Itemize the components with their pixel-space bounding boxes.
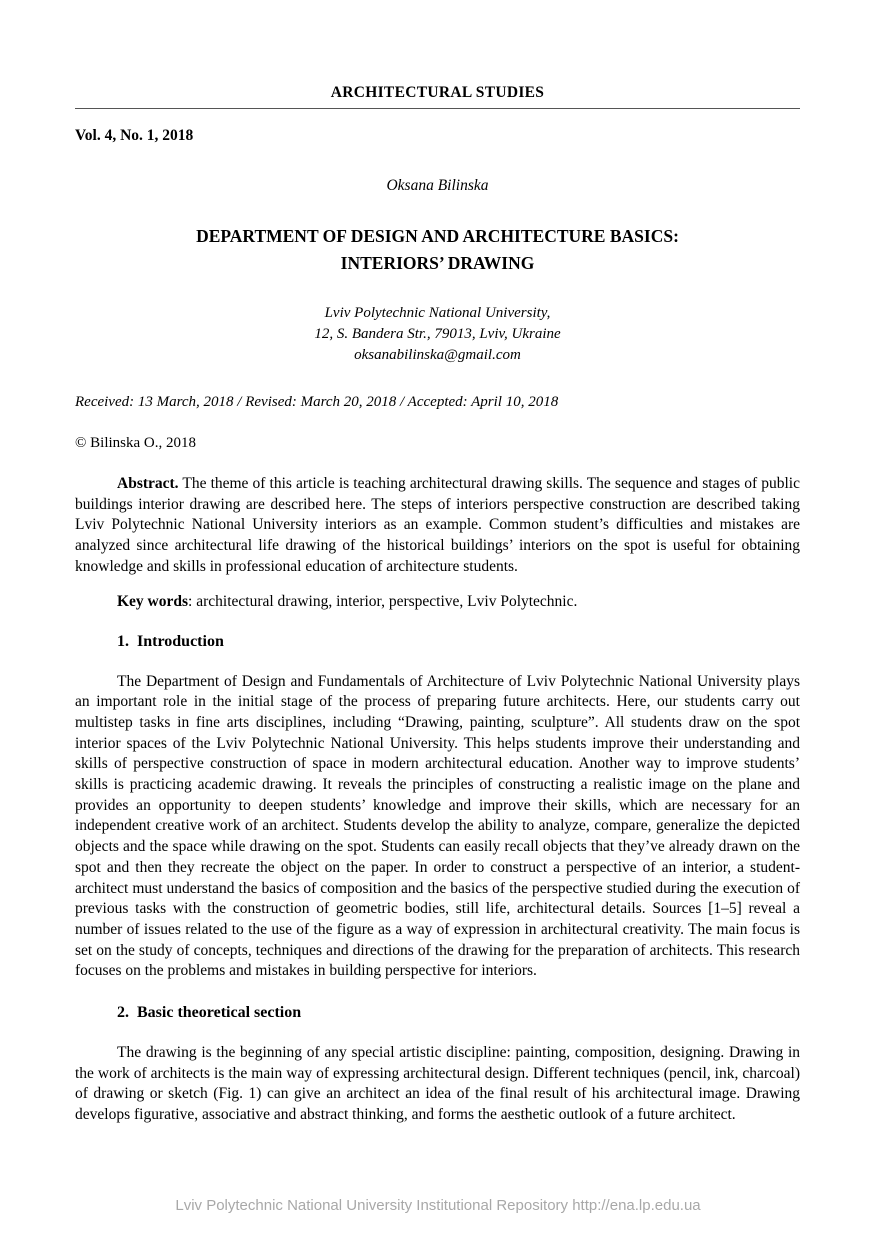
basic-theoretical-paragraph: The drawing is the beginning of any special artistic discipline: painting, composition, designing. Drawing in the work of architects is the main way of expressing architectural design. Different techniques (pencil, ink, charcoal) of drawing or sketch (Fig. 1) can give an architect an idea of the final result of his architectural image. Drawing develops figurative, associative and abstract thinking, and forms the aesthetic outlook of a future architect. (75, 1044, 800, 1124)
section-heading-basic-theoretical (117, 1004, 800, 1022)
volume-info: Vol. 4, No. 1, 2018 (75, 127, 194, 144)
abstract-paragraph (75, 474, 800, 578)
abstract-label: Abstract. (117, 475, 179, 492)
keywords-line (75, 593, 800, 611)
repository-footer: Lviv Polytechnic National University Institutional Repository http://ena.lp.edu.ua (175, 1197, 701, 1214)
author-name: Oksana Bilinska (386, 177, 489, 194)
keywords-label: Key words (117, 592, 189, 610)
journal-title: ARCHITECTURAL STUDIES (75, 84, 800, 109)
section-title: Introduction (137, 632, 224, 650)
affiliation-address: 12, S. Bandera Str., 79013, Lviv, Ukraine (314, 326, 561, 342)
article-title (75, 223, 800, 277)
section-number: 2. (117, 1004, 129, 1022)
article-title-line2: INTERIORS’ DRAWING (340, 253, 535, 273)
copyright-notice: © Bilinska O., 2018 (75, 435, 196, 451)
article-title-line1: DEPARTMENT OF DESIGN AND ARCHITECTURE BASICS: (196, 226, 679, 246)
section-number: 1. (117, 632, 129, 650)
keywords-text: : architectural drawing, interior, perspective, Lviv Polytechnic. (188, 592, 578, 610)
section-title: Basic theoretical section (137, 1004, 302, 1022)
affiliation-email: oksanabilinska@gmail.com (354, 347, 521, 363)
received-revised-accepted-dates: Received: 13 March, 2018 / Revised: March 20, 2018 / Accepted: April 10, 2018 (75, 394, 559, 410)
section-heading-introduction (117, 633, 800, 651)
introduction-paragraph: The Department of Design and Fundamentals of Architecture of Lviv Polytechnic National University plays an important role in the initial stage of the process of preparing future architects. Here, our students carry out multistep tasks in fine arts disciplines, including “Drawing, painting, sculpture”. All students draw on the spot interior spaces of the Lviv Polytechnic National University. This helps students improve their understanding and skills of perspective construction of space in modern architectural education. Another way to improve students’ skills is practicing academic drawing. It reveals the principles of constructing a realistic image on the plane and provides an opportunity to deepen students’ knowledge and improve their skills, which are necessary for an independent creative work of an architect. Students develop the ability to analyze, compare, generalize the depicted objects and the space while drawing on the spot. Students can easily recall objects that they’ve already drawn on the spot and then they recreate the object on the paper. In order to construct a perspective of an interior, a student-architect must understand the basics of composition and the basics of the perspective studied during the execution of previous tasks with the construction of geometric bodies, still life, architectural details. Sources [1–5] reveal a number of issues related to the use of the figure as a way of expression in architectural creativity. The main focus is set on the study of concepts, techniques and directions of the drawing for the preparation of architects. This research focuses on the problems and mistakes in building perspective for interiors. (75, 672, 800, 980)
abstract-text: The theme of this article is teaching architectural drawing skills. The sequence and stages of public buildings interior drawing are described here. The steps of interiors perspective construction are described taking Lviv Polytechnic National University interiors as an example. Common student’s difficulties and mistakes are analyzed since architectural life drawing of the historical buildings’ interiors on the spot is useful for obtaining knowledge and skills in professional education of architecture students. (75, 475, 800, 575)
affiliation (75, 303, 800, 366)
affiliation-university: Lviv Polytechnic National University, (324, 305, 551, 321)
